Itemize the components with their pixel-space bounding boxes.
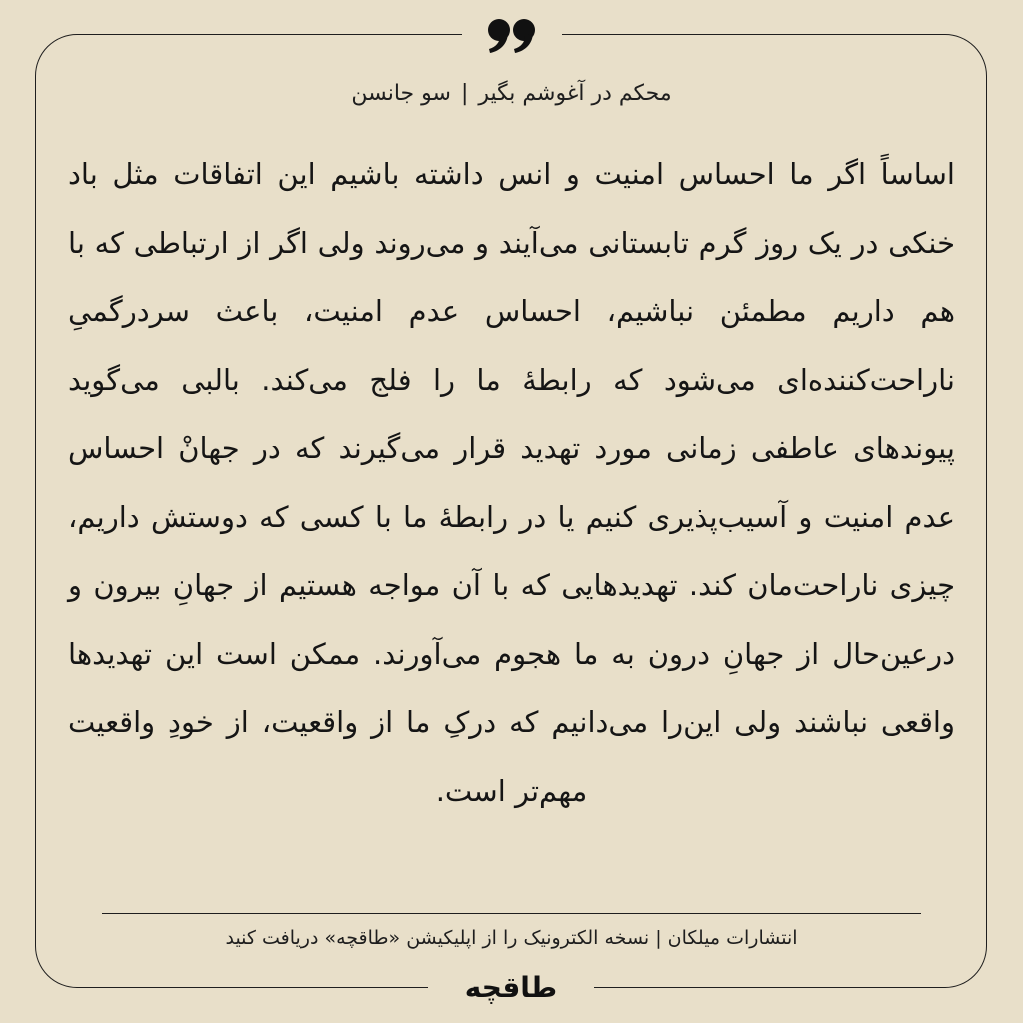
book-author: سو جانسن: [351, 81, 451, 106]
brand-logo: طاقچه: [464, 971, 558, 1004]
source-separator: |: [460, 81, 469, 106]
publisher-footer: انتشارات میلکان | نسخه الکترونیک را از اپلیکیشن «طاقچه» دریافت کنید: [225, 927, 798, 949]
quote-mark-container: [462, 18, 562, 54]
brand-logo-container: [428, 970, 594, 1006]
quote-mark-icon: [486, 18, 538, 54]
footer-divider: [102, 913, 921, 914]
book-title: محکم در آغوشم بگیر: [478, 81, 672, 106]
quote-text: اساساً اگر ما احساس امنیت و انس داشته باشیم این اتفاقات مثل باد خنکی در یک روز گرم تابستانی می‌آیند و می‌روند ولی اگر از ارتباطی که با هم داریم مطمئن نباشیم، احساس عدم امنیت، باعث سردرگمیِ ناراحت‌کننده‌ای می‌شود که رابطهٔ ما را فلج می‌کند. بالبی می‌گوید پیوندهای عاطفی زمانی مورد تهدید قرار می‌گیرند که در جهانْ احساس عدم امنیت و آسیب‌پذیری کنیم یا در رابطهٔ ما با کسی که دوستش داریم، چیزی ناراحت‌مان کند. تهدیدهایی که با آن مواجه هستیم از جهانِ بیرون و درعین‌حال از جهانِ درون به ما هجوم می‌آورند. ممکن است این تهدیدها واقعی نباشند ولی این‌را می‌دانیم که درکِ ما از واقعیت، از خودِ واقعیت مهم‌تر است.: [68, 157, 955, 808]
book-source: [100, 76, 923, 112]
